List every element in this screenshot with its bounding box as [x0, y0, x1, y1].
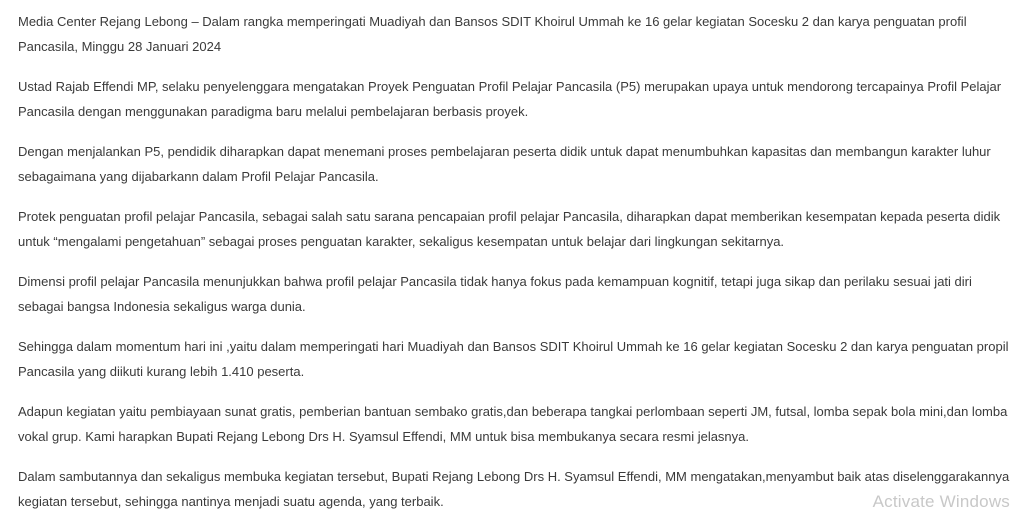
paragraph-p5-statement: Ustad Rajab Effendi MP, selaku penyelenggara mengatakan Proyek Penguatan Profil Pelajar Pancasila (P5) merupakan upaya untuk mendorong tercapainya Profil Pelajar Pancasila dengan menggunakan paradigma baru melalui pembelajaran berbasis proyek.	[18, 79, 1002, 119]
article-body	[18, 10, 1013, 514]
paragraph-project-purpose: Protek penguatan profil pelajar Pancasila, sebagai salah satu sarana pencapaian profil pelajar Pancasila, diharapkan dapat memberikan kesempatan kepada peserta didik untuk “mengalami pengetahuan” sebagai proses penguatan karakter, sekaligus kesempatan untuk belajar dari lingkungan sekitarnya.	[18, 209, 1001, 249]
paragraph-momentum: Sehingga dalam momentum hari ini ,yaitu dalam memperingati hari Muadiyah dan Bansos SDIT Khoirul Ummah ke 16 gelar kegiatan Socesku 2 dan karya penguatan propil Pancasila yang diikuti kurang lebih 1.410 peserta.	[18, 339, 1009, 379]
activate-windows-watermark: Activate Windows	[872, 492, 1010, 511]
paragraph-p5-goal: Dengan menjalankan P5, pendidik diharapkan dapat menemani proses pembelajaran peserta didik untuk dapat menumbuhkan kapasitas dan membangun karakter luhur sebagaimana yang dijabarkann dalam Profil Pelajar Pancasila.	[18, 144, 991, 184]
paragraph-dimension: Dimensi profil pelajar Pancasila menunjukkan bahwa profil pelajar Pancasila tidak hanya fokus pada kemampuan kognitif, tetapi juga sikap dan perilaku sesuai jati diri sebagai bangsa Indonesia sekaligus warga dunia.	[18, 274, 972, 314]
paragraph-opening-speech: Dalam sambutannya dan sekaligus membuka kegiatan tersebut, Bupati Rejang Lebong Drs H. Syamsul Effendi, MM mengatakan,menyambut baik atas diselenggarakannya kegiatan tersebut, sehingga nantinya menjadi suatu agenda, yang terbaik.	[18, 469, 1010, 509]
paragraph-intro: Media Center Rejang Lebong – Dalam rangka memperingati Muadiyah dan Bansos SDIT Khoirul Ummah ke 16 gelar kegiatan Socesku 2 dan karya penguatan profil Pancasila, Minggu 28 Januari 2024	[18, 14, 967, 54]
paragraph-activities: Adapun kegiatan yaitu pembiayaan sunat gratis, pemberian bantuan sembako gratis,dan beberapa tangkai perlombaan seperti JM, futsal, lomba sepak bola mini,dan lomba vokal grup. Kami harapkan Bupati Rejang Lebong Drs H. Syamsul Effendi, MM untuk bisa membukanya secara resmi jelasnya.	[18, 404, 1008, 444]
